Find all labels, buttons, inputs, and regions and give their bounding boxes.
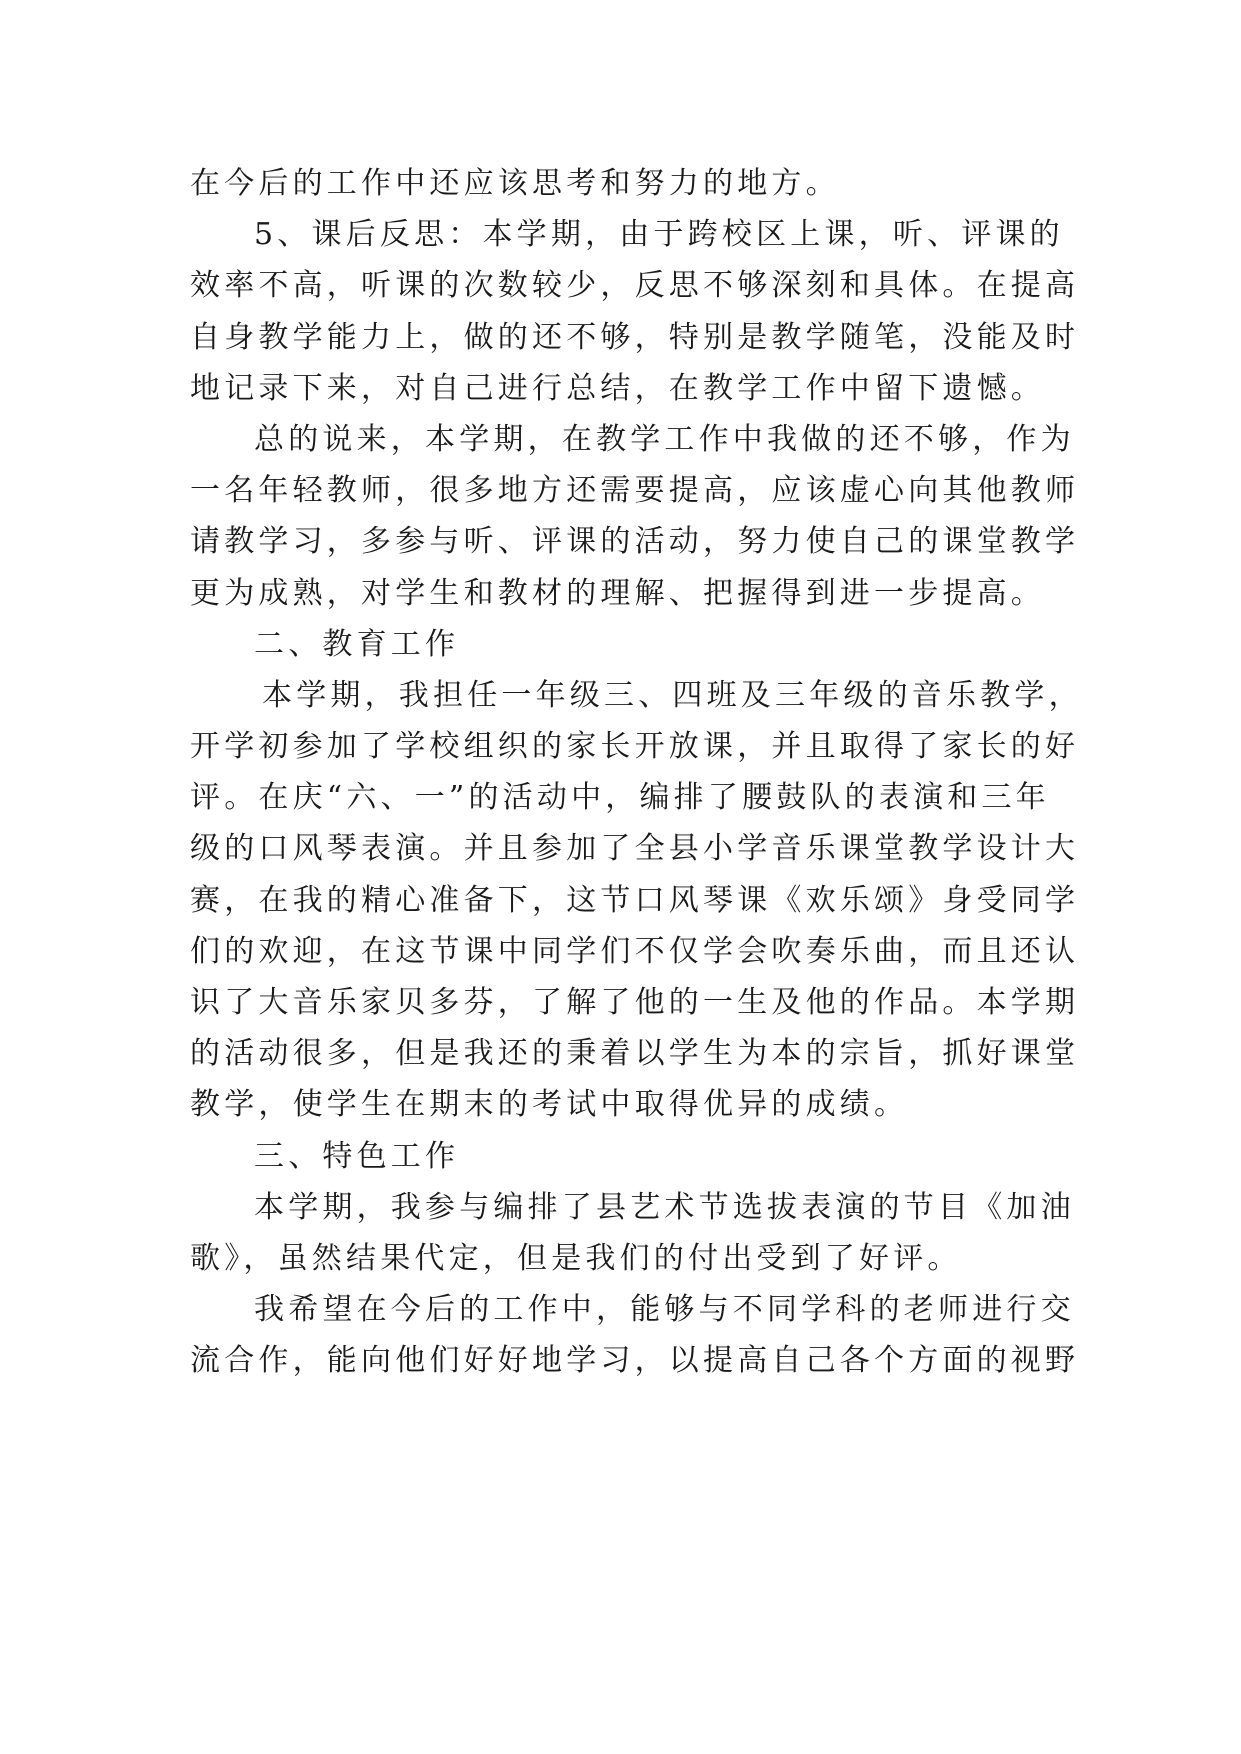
- text-line: 歌》，虽然结果代定，但是我们的付出受到了好评。: [190, 1240, 962, 1276]
- text-line: 开学初参加了学校组织的家长开放课，并且取得了家长的好: [190, 729, 1080, 765]
- text-line: 效率不高，听课的次数较少，反思不够深刻和具体。在提高: [190, 268, 1080, 304]
- text-line: 本学期，我担任一年级三、四班及三年级的音乐教学，: [262, 677, 1083, 713]
- text-line: 在今后的工作中还应该思考和努力的地方。: [190, 166, 840, 201]
- text-line: 级的口风琴表演。并且参加了全县小学音乐课堂教学设计大: [190, 831, 1080, 867]
- text-line: 5、课后反思：本学期，由于跨校区上课，听、评课的: [254, 217, 1064, 253]
- text-line: 教学，使学生在期末的考试中取得优异的成绩。: [190, 1087, 909, 1123]
- section-heading: 三、特色工作: [254, 1138, 460, 1174]
- text-line: 评。在庆“六、一”的活动中，编排了腰鼓队的表演和三年: [190, 780, 1050, 816]
- text-line: 赛，在我的精心准备下，这节口风琴课《欢乐颂》身受同学: [190, 882, 1080, 918]
- text-line: 更为成熟，对学生和教材的理解、把握得到进一步提高。: [190, 575, 1045, 611]
- text-line: 本学期，我参与编排了县艺术节选拔表演的节目《加油: [254, 1189, 1075, 1225]
- text-line: 地记录下来，对自己进行总结，在教学工作中留下遗憾。: [190, 370, 1045, 406]
- text-line: 识了大音乐家贝多芬，了解了他的一生及他的作品。本学期: [190, 985, 1080, 1020]
- document-body: [190, 158, 1083, 1387]
- text-line: 们的欢迎，在这节课中同学们不仅学会吹奏乐曲，而且还认: [190, 933, 1080, 969]
- text-line: 一名年轻教师，很多地方还需要提高，应该虚心向其他教师: [190, 473, 1080, 509]
- text-line: 总的说来，本学期，在教学工作中我做的还不够，作为: [254, 421, 1075, 457]
- text-line: 流合作，能向他们好好地学习，以提高自己各个方面的视野: [190, 1343, 1080, 1379]
- text-line: 的活动很多，但是我还的秉着以学生为本的宗旨，抓好课堂: [190, 1036, 1080, 1072]
- text-line: 请教学习，多参与听、评课的活动，努力使自己的课堂教学: [190, 524, 1080, 560]
- text-line: 我希望在今后的工作中，能够与不同学科的老师进行交: [254, 1292, 1075, 1328]
- section-heading: 二、教育工作: [254, 626, 460, 662]
- text-line: 自身教学能力上，做的还不够，特别是教学随笔，没能及时: [190, 319, 1080, 355]
